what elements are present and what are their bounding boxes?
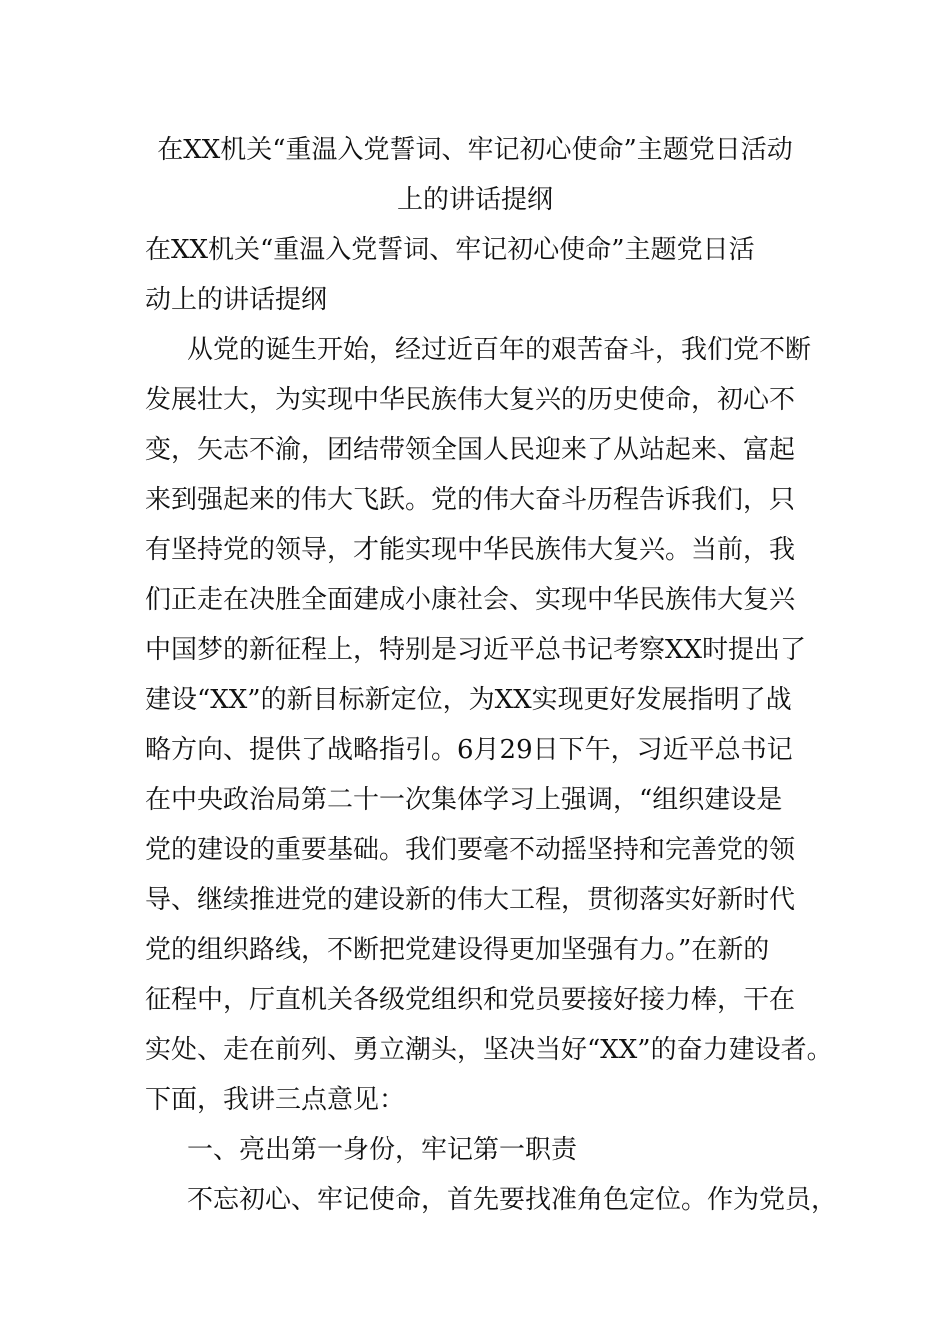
document-title-line-2: 上的讲话提纲 — [396, 185, 553, 215]
paragraph-line: 不忘初心、牢记使命，首先要找准角色定位。作为党员， — [187, 1185, 838, 1215]
paragraph-line: 党的建设的重要基础。我们要毫不动摇坚持和完善党的领 — [145, 835, 796, 865]
paragraph-line: 有坚持党的领导，才能实现中华民族伟大复兴。当前，我 — [145, 535, 796, 565]
paragraph-line: 来到强起来的伟大飞跃。党的伟大奋斗历程告诉我们，只 — [145, 485, 796, 515]
paragraph-line: 中国梦的新征程上，特别是习近平总书记考察XX时提出了 — [145, 635, 807, 665]
paragraph-line: 下面，我讲三点意见： — [145, 1085, 406, 1115]
paragraph-line: 变，矢志不渝，团结带领全国人民迎来了从站起来、富起 — [145, 435, 796, 465]
paragraph-line: 在中央政治局第二十一次集体学习上强调，“组织建设是 — [145, 785, 783, 815]
section-heading: 一、亮出第一身份，牢记第一职责 — [187, 1135, 578, 1165]
paragraph-line: 略方向、提供了战略指引。6月29日下午，习近平总书记 — [145, 735, 793, 765]
paragraph-line: 党的组织路线，不断把党建设得更加坚强有力。”在新的 — [145, 935, 770, 965]
paragraph-line: 发展壮大，为实现中华民族伟大复兴的历史使命，初心不 — [145, 385, 796, 415]
document-title-line-1: 在XX机关“重温入党誓词、牢记初心使命”主题党日活动 — [157, 135, 793, 165]
paragraph-line: 建设“XX”的新目标新定位，为XX实现更好发展指明了战 — [145, 685, 792, 715]
paragraph-line: 们正走在决胜全面建成小康社会、实现中华民族伟大复兴 — [145, 585, 796, 615]
paragraph-line: 实处、走在前列、勇立潮头，坚决当好“XX”的奋力建设者。 — [145, 1035, 833, 1065]
paragraph-line: 导、继续推进党的建设新的伟大工程，贯彻落实好新时代 — [145, 885, 796, 915]
subtitle-line-2: 动上的讲话提纲 — [145, 285, 328, 315]
paragraph-line: 征程中，厅直机关各级党组织和党员要接好接力棒，干在 — [145, 985, 796, 1015]
subtitle-line-1: 在XX机关“重温入党誓词、牢记初心使命”主题党日活 — [145, 235, 755, 265]
paragraph-line: 从党的诞生开始，经过近百年的艰苦奋斗，我们党不断 — [187, 335, 812, 365]
